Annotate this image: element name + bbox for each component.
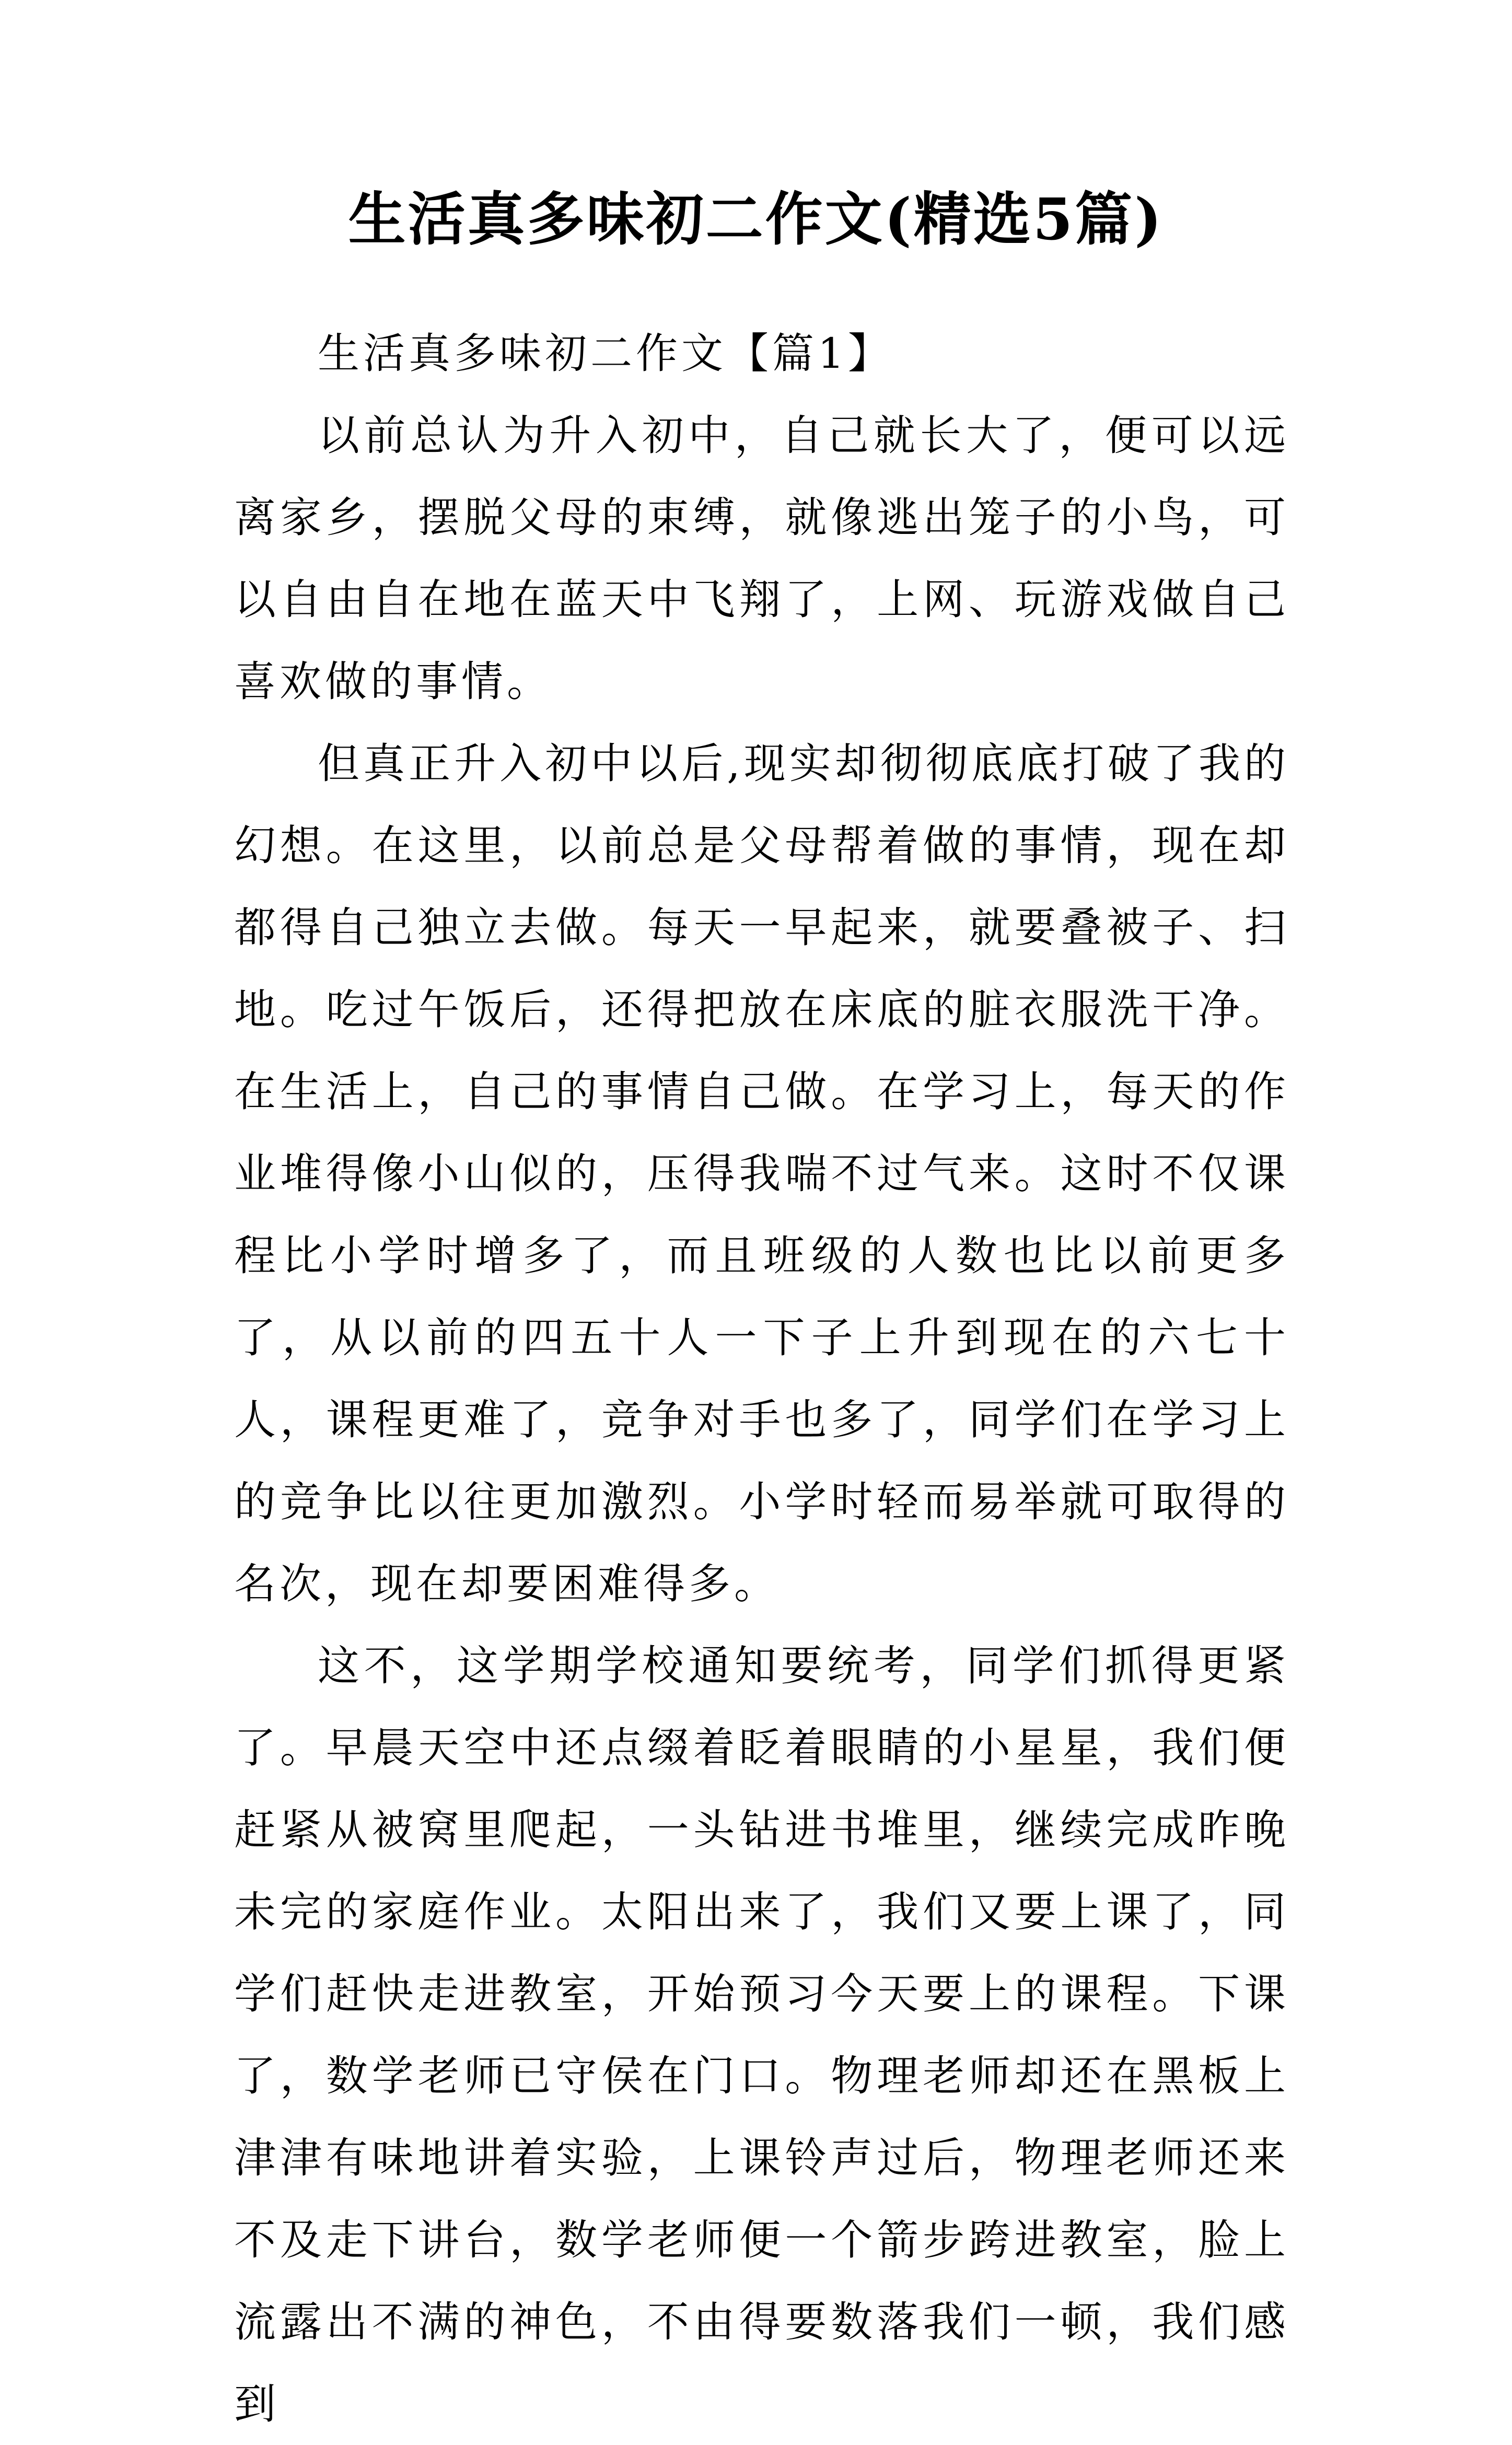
paragraph-3: 这不，这学期学校通知要统考，同学们抓得更紧了。早晨天空中还点缀着眨着眼睛的小星星，我们便赶紧从被窝里爬起，一头钻进书堆里，继续完成昨晚未完的家庭作业。太阳出来了，我们又要上课了，同学们赶快走进教室，开始预习今天要上的课程。下课了，数学老师已守侯在门口。物理老师却还在黑板上津津有味地讲着实验，上课铃声过后，物理老师还来不及走下讲台，数学老师便一个箭步跨进教室，脸上流露出不满的神色，不由得要数落我们一顿，我们感到 [234,1641,1289,2428]
section-heading: 生活真多味初二作文【篇1】 [318,329,893,378]
paragraph-1: 以前总认为升入初中，自己就长大了，便可以远离家乡，摆脱父母的束缚，就像逃出笼子的小鸟，可以自由自在地在蓝天中飞翔了，上网、玩游戏做自己喜欢做的事情。 [234,411,1289,706]
document-body [234,312,1289,2445]
document-title: 生活真多味初二作文(精选5篇) [348,185,1164,253]
paragraph-2: 但真正升入初中以后,现实却彻彻底底打破了我的幻想。在这里，以前总是父母帮着做的事情，现在却都得自己独立去做。每天一早起来，就要叠被子、扫地。吃过午饭后，还得把放在床底的脏衣服洗干净。在生活上，自己的事情自己做。在学习上，每天的作业堆得像小山似的，压得我喘不过气来。这时不仅课程比小学时增多了，而且班级的人数也比以前更多了，从以前的四五十人一下子上升到现在的六七十人，课程更难了，竞争对手也多了，同学们在学习上的竞争比以往更加激烈。小学时轻而易举就可取得的名次，现在却要困难得多。 [234,739,1289,1608]
